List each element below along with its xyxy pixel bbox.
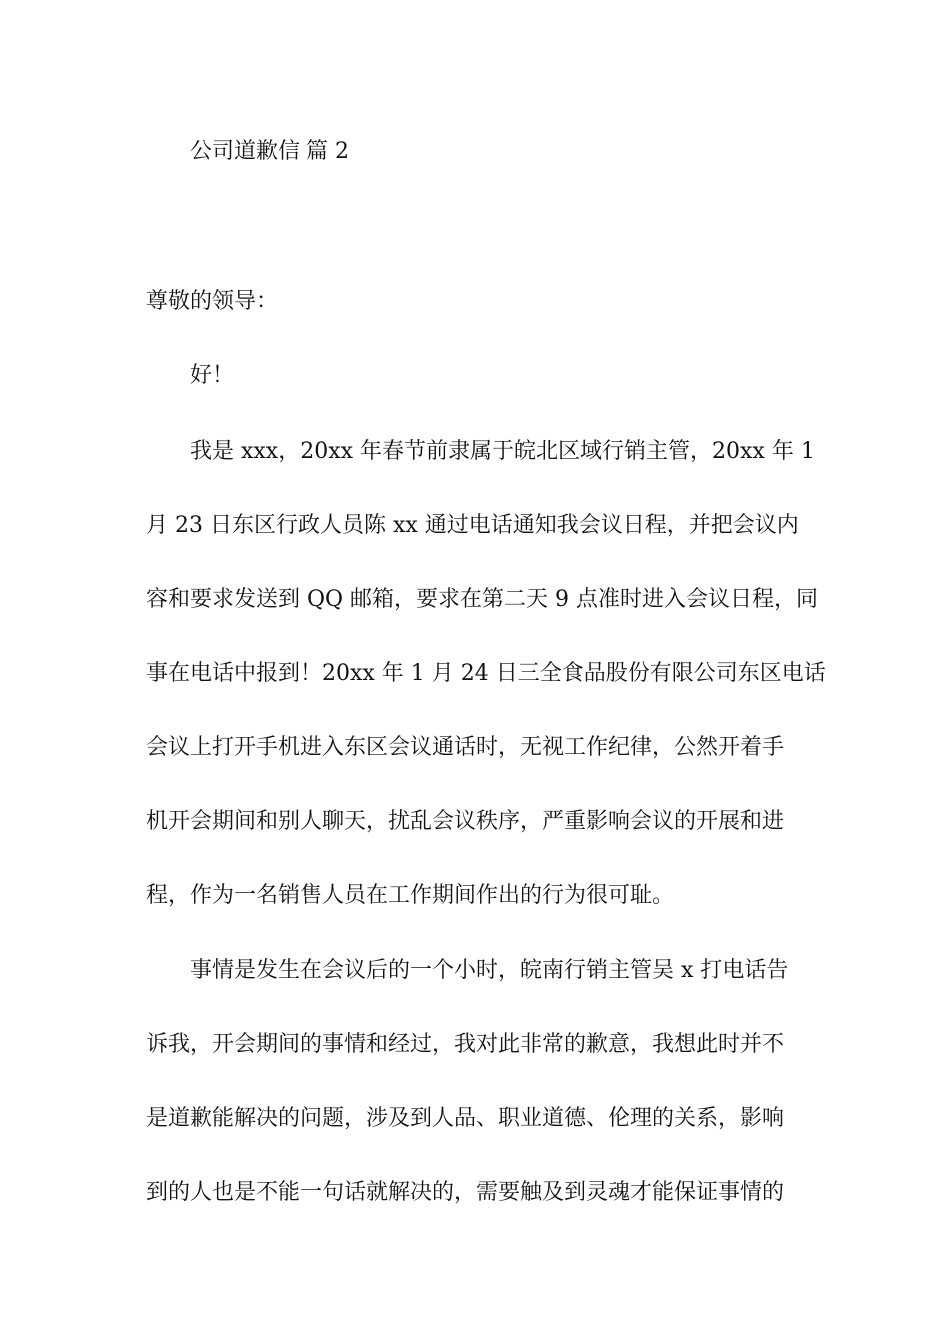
greeting: 好！ bbox=[190, 363, 235, 388]
paragraph-line: 我是 xxx，20xx 年春节前隶属于皖北区域行销主管，20xx 年 1 bbox=[190, 439, 815, 464]
title-suffix: 篇 2 bbox=[306, 139, 350, 164]
paragraph-line: 事情是发生在会议后的一个小时，皖南行销主管吴 x 打电话告 bbox=[190, 958, 789, 983]
title-text: 公司道歉信 bbox=[190, 139, 301, 164]
paragraph-line: 会议上打开手机进入东区会议通话时，无视工作纪律，公然开着手 bbox=[146, 735, 785, 760]
paragraph-line: 机开会期间和别人聊天，扰乱会议秩序，严重影响会议的开展和进 bbox=[146, 809, 785, 834]
paragraph-line: 程，作为一名销售人员在工作期间作出的行为很可耻。 bbox=[146, 883, 675, 908]
document-title bbox=[190, 136, 349, 168]
salutation: 尊敬的领导： bbox=[146, 289, 279, 314]
paragraph-line: 事在电话中报到！20xx 年 1 月 24 日三全食品股份有限公司东区电话 bbox=[146, 661, 826, 686]
paragraph-line: 到的人也是不能一句话就解决的，需要触及到灵魂才能保证事情的 bbox=[146, 1180, 785, 1205]
paragraph-line: 诉我，开会期间的事情和经过，我对此非常的歉意，我想此时并不 bbox=[146, 1032, 785, 1057]
paragraph-line: 月 23 日东区行政人员陈 xx 通过电话通知我会议日程，并把会议内 bbox=[146, 513, 799, 538]
paragraph-line: 容和要求发送到 QQ 邮箱，要求在第二天 9 点准时进入会议日程，同 bbox=[146, 587, 819, 612]
paragraph-line: 是道歉能解决的问题，涉及到人品、职业道德、伦理的关系，影响 bbox=[146, 1106, 785, 1131]
